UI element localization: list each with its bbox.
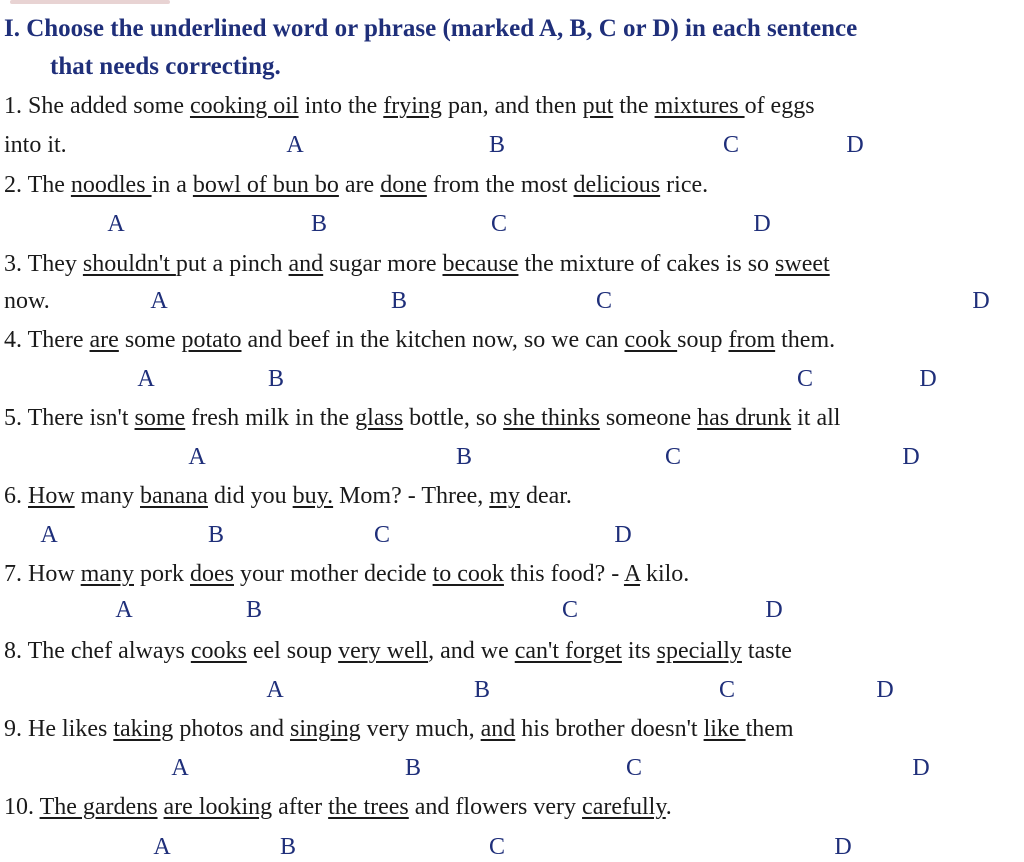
question-2: 2. The noodles in a bowl of bun bo are done from the most delicious rice. xyxy=(4,172,709,198)
q8-label-a: A xyxy=(266,677,284,703)
q7-label-d: D xyxy=(765,597,783,623)
q6-label-d: D xyxy=(614,522,632,548)
option-c-text: done xyxy=(380,172,427,198)
q3-label-b: B xyxy=(390,288,408,314)
option-a-text: noodles xyxy=(70,172,152,198)
q7-label-a: A xyxy=(115,597,133,623)
option-a-text: How xyxy=(28,483,75,509)
option-b-text: does xyxy=(190,561,234,587)
q2-label-a: A xyxy=(107,211,125,237)
option-c-text: she thinks xyxy=(503,405,600,431)
q9-label-a: A xyxy=(171,755,189,781)
option-b-text: banana xyxy=(140,483,208,509)
option-b-text: bowl of bun bo xyxy=(192,172,339,198)
top-decoration-line xyxy=(10,0,170,4)
title-line-1: I. Choose the underlined word or phrase (marked A, B, C or D) in each sentence xyxy=(4,15,858,42)
option-a-text: taking xyxy=(113,716,174,742)
question-1: 1. She added some cooking oil into the frying pan, and then put the mixtures of eggs xyxy=(4,93,815,119)
q7-label-b: B xyxy=(245,597,263,623)
q3-label-d: D xyxy=(972,288,990,314)
option-b-text: singing xyxy=(289,716,361,742)
option-a-text: some xyxy=(134,405,186,431)
option-a-text: many xyxy=(80,561,134,587)
q2-label-d: D xyxy=(753,211,771,237)
q8-label-d: D xyxy=(876,677,894,703)
q1-label-c: C xyxy=(722,132,740,158)
q5-label-d: D xyxy=(902,444,920,470)
q6-label-a: A xyxy=(40,522,58,548)
option-d-text: A xyxy=(623,561,640,587)
question-1-continuation: into it. xyxy=(4,132,67,158)
q5-label-b: B xyxy=(455,444,473,470)
q4-label-b: B xyxy=(267,366,285,392)
option-d-text: from xyxy=(728,327,776,353)
option-c-text: the trees xyxy=(328,794,409,820)
option-c-text: because xyxy=(442,251,519,277)
option-c-text: buy. xyxy=(292,483,334,509)
q1-label-d: D xyxy=(846,132,864,158)
option-d-text: carefully xyxy=(582,794,666,820)
question-8: 8. The chef always cooks eel soup very well, and we can't forget its specially taste xyxy=(4,638,792,664)
option-b-text: glass xyxy=(355,405,404,431)
question-7: 7. How many pork does your mother decide to cook this food? - A kilo. xyxy=(4,561,690,587)
q1-label-a: A xyxy=(286,132,304,158)
title-line-2: that needs correcting. xyxy=(50,53,281,80)
q1-label-b: B xyxy=(488,132,506,158)
question-4: 4. There are some potato and beef in the kitchen now, so we can cook soup from them. xyxy=(4,327,836,353)
q10-label-a: A xyxy=(153,834,171,860)
q10-label-c: C xyxy=(488,834,506,860)
option-a-text: shouldn't xyxy=(82,251,176,277)
question-6: 6. How many banana did you buy. Mom? - Three, my dear. xyxy=(4,483,572,509)
option-b-text: very well xyxy=(338,638,429,664)
option-a-text: cooking oil xyxy=(189,93,299,119)
q2-label-b: B xyxy=(310,211,328,237)
option-a-text: are xyxy=(89,327,119,353)
option-d-text: like xyxy=(703,716,746,742)
exercise-title xyxy=(4,10,857,86)
q4-label-a: A xyxy=(137,366,155,392)
q10-label-d: D xyxy=(834,834,852,860)
q7-label-c: C xyxy=(561,597,579,623)
q9-label-d: D xyxy=(912,755,930,781)
option-c-text: and xyxy=(480,716,516,742)
option-b-text: potato xyxy=(181,327,242,353)
question-3: 3. They shouldn't put a pinch and sugar more because the mixture of cakes is so sweet xyxy=(4,251,830,277)
option-d-text: has drunk xyxy=(697,405,792,431)
q9-label-c: C xyxy=(625,755,643,781)
q8-label-b: B xyxy=(473,677,491,703)
option-c-text: cook xyxy=(624,327,678,353)
option-d-text: sweet xyxy=(775,251,830,277)
q10-label-b: B xyxy=(279,834,297,860)
q3-label-a: A xyxy=(150,288,168,314)
option-b-text: and xyxy=(288,251,324,277)
option-b-text: frying xyxy=(383,93,442,119)
option-a-text: The gardens xyxy=(39,794,158,820)
option-d-text: my xyxy=(489,483,520,509)
question-9: 9. He likes taking photos and singing very much, and his brother doesn't like them xyxy=(4,716,794,742)
option-d-text: mixtures xyxy=(654,93,745,119)
q9-label-b: B xyxy=(404,755,422,781)
q5-label-a: A xyxy=(188,444,206,470)
option-c-text: put xyxy=(582,93,614,119)
q6-label-c: C xyxy=(373,522,391,548)
option-b-text: are looking xyxy=(163,794,273,820)
option-d-text: specially xyxy=(656,638,742,664)
question-3-continuation: now. xyxy=(4,288,50,314)
q4-label-c: C xyxy=(796,366,814,392)
q5-label-c: C xyxy=(664,444,682,470)
option-d-text: delicious xyxy=(573,172,661,198)
q4-label-d: D xyxy=(919,366,937,392)
q3-label-c: C xyxy=(595,288,613,314)
question-10: 10. The gardens are looking after the trees and flowers very carefully. xyxy=(4,794,672,820)
option-c-text: can't forget xyxy=(514,638,622,664)
q2-label-c: C xyxy=(490,211,508,237)
q8-label-c: C xyxy=(718,677,736,703)
option-c-text: to cook xyxy=(432,561,504,587)
question-5: 5. There isn't some fresh milk in the glass bottle, so she thinks someone has drunk it all xyxy=(4,405,841,431)
q6-label-b: B xyxy=(207,522,225,548)
option-a-text: cooks xyxy=(190,638,247,664)
